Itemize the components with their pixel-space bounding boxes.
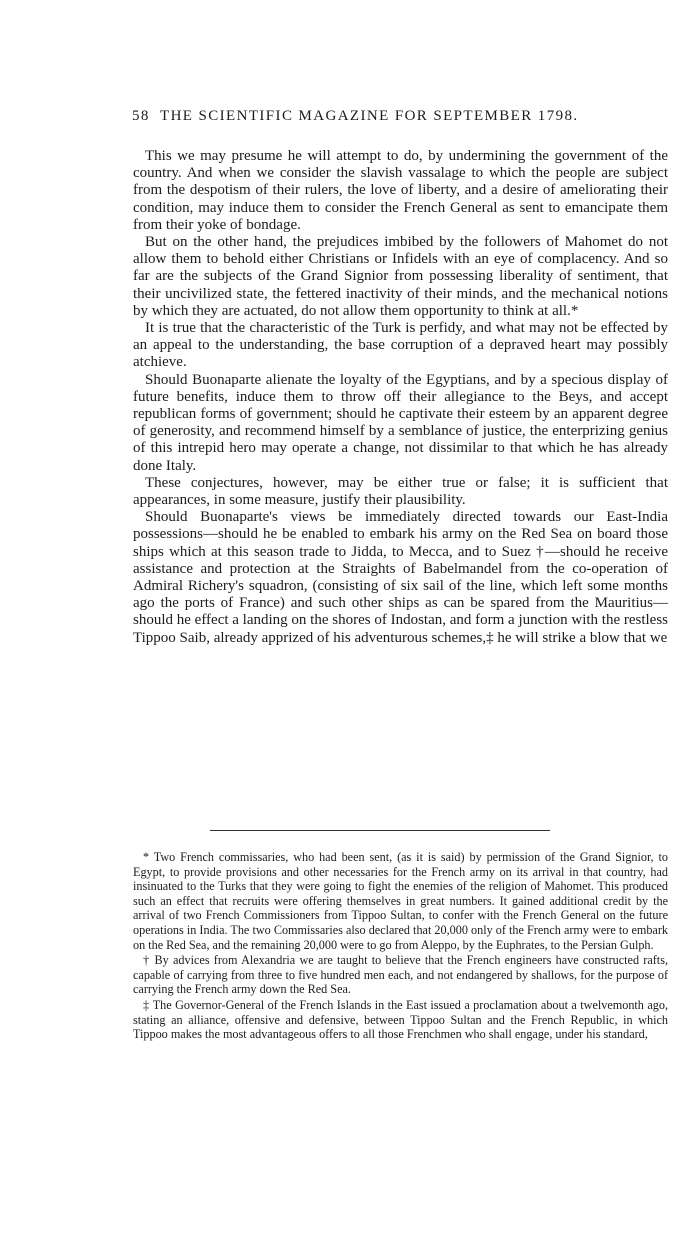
footnote-rule — [210, 830, 550, 831]
paragraph: Should Buonaparte's views be immediately directed towards our East-India possessions—should he be enabled to embark his army on the Red Sea on board those ships which at this season trade to Jidda, to Mecca, and to Suez †—should he receive assistance and protection at the Straights of Babelmandel from the co-operation of Admiral Richery's squadron, (consisting of six sail of the line, which left some months ago the ports of France) and such other ships as can be spared from the Mauritius—should he effect a landing on the shores of Indostan, and form a junction with the restless Tippoo Saib, already apprized of his adventurous schemes,‡ he will strike a blow that we — [133, 509, 669, 646]
paragraph: Should Buonaparte alienate the loyalty of the Egyptians, and by a specious display of future benefits, induce them to throw off their allegiance to the Beys, and accept republican forms of government; should he captivate their esteem by an apparent degree of generosity, and recommend himself by a semblance of justice, the enterprizing genius of this intrepid hero may operate a change, not dissimilar to that which he has already done Italy. — [133, 371, 668, 474]
running-title: THE SCIENTIFIC MAGAZINE FOR SEPTEMBER 1798. — [160, 108, 579, 124]
footnote: ‡ The Governor-General of the French Islands in the East issued a proclamation about a twelvemonth ago, stating an alliance, offensive and defensive, between Tippoo Sultan and the French Republic, in which Tippoo makes the most advantageous offers to all those Frenchmen who shall engage, under his standard, — [133, 997, 668, 1042]
paragraph: This we may presume he will attempt to do, by undermining the government of the country. And when we consider the slavish vassalage to which the people are subject from the despotism of their rulers, the love of liberty, and a desire of ameliorating their condition, may induce them to consider the French General as sent to emancipate them from their yoke of bondage. — [133, 148, 668, 233]
paragraph: But on the other hand, the prejudices imbibed by the followers of Mahomet do not allow them to behold either Christians or Infidels with an eye of complacency. And so far are the subjects of the Grand Signior from possessing liberality of sentiment, that their uncivilized state, the fettered inactivity of their minds, and the mechanical notions by which they are actuated, do not allow them opportunity to think at all.* — [133, 234, 668, 319]
footnote: * Two French commissaries, who had been sent, (as it is said) by permission of the Grand Signior, to Egypt, to provide provisions and other necessaries for the French army on its arrival in that country, had insinuated to the Turks that they were going to fight the enemies of the religion of Mahomet. This produced such an effect that recruits were offering themselves in great numbers. It gained additional credit by the arrival of two French Commissioners from Tippoo Sultan, to confer with the French General on the future operations in India. The two Commissaries also declared that 20,000 only of the French army were to embark on the Red Sea, and the remaining 20,000 were to go from Aleppo, by the Euphrates, to the Persian Gulph. — [133, 850, 668, 952]
footnote: † By advices from Alexandria we are taught to believe that the French engineers have constructed rafts, capable of carrying from three to five hundred men each, and not endangered by shallows, for the purpose of carrying the French army down the Red Sea. — [133, 953, 668, 997]
footnotes — [133, 850, 668, 1043]
running-head — [132, 108, 642, 125]
body-text — [133, 148, 668, 647]
paragraph: These conjectures, however, may be either true or false; it is sufficient that appearances, in some measure, justify their plausibility. — [133, 474, 668, 509]
page-number: 58 — [132, 108, 150, 124]
paragraph: It is true that the characteristic of the Turk is perfidy, and what may not be effected by an appeal to the understanding, the base corruption of a depraved heart may possibly atchieve. — [133, 320, 668, 371]
